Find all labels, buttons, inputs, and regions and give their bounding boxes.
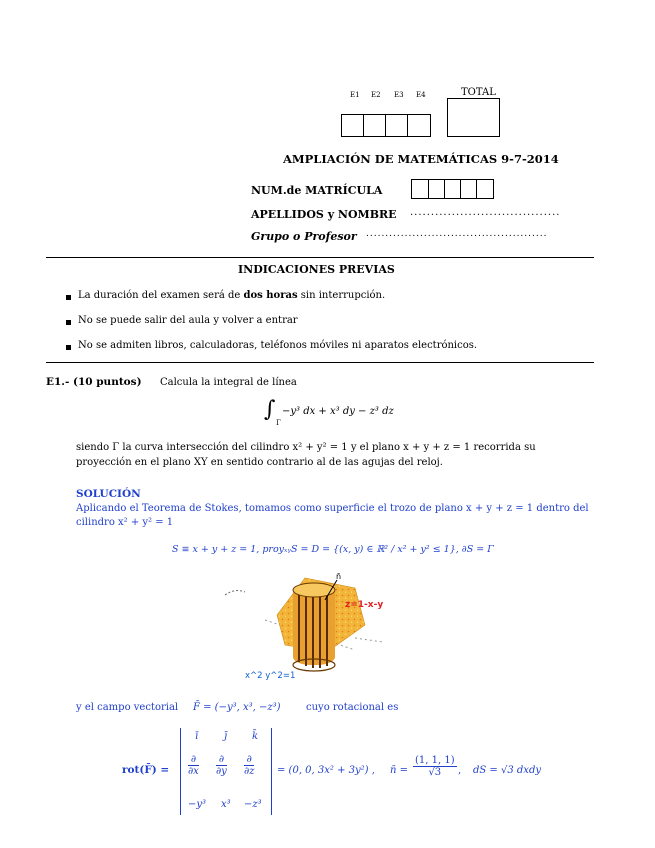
apellidos-label: APELLIDOS y NOMBRE [251,208,397,221]
bullet-marker [66,320,71,325]
solution-heading: SOLUCIÓN [76,488,141,500]
det-cell-j: j̄ [224,731,228,742]
integral-sign: ∫ [264,397,276,422]
field-outro: cuyo rotacional es [306,702,399,713]
integral-subscript: Γ [276,419,281,427]
matricula-box-5[interactable] [476,179,494,199]
score-label-e4: E4 [416,91,426,99]
grupo-label: Grupo o Profesor [251,230,357,243]
matricula-box-2[interactable] [428,179,445,199]
normal-comma: , [458,765,462,776]
normal-num: (1, 1, 1) [415,755,455,766]
det-cell-dx [188,754,199,777]
problem-statement: Calcula la integral de línea [160,377,297,388]
det-dx-den: ∂x [188,766,199,777]
axis-line [225,591,245,595]
problem-description-2: proyección en el plano XY en sentido contrario al de las agujas del reloj. [76,457,443,468]
exam-title: AMPLIACIÓN DE MATEMÁTICAS 9-7-2014 [283,152,559,166]
field-intro: y el campo vectorial [76,702,179,713]
matricula-box-1[interactable] [411,179,429,199]
bullet-marker [66,345,71,350]
grupo-field[interactable]: ............................................... [366,229,548,239]
det-dy-num: ∂ [216,754,227,766]
indication-1-pre: La duración del examen será de [78,290,244,301]
problem-label: E1.- (10 puntos) [46,376,142,388]
ds-expression: dS = √3 dxdy [473,765,541,776]
det-bar-right [271,728,272,815]
field-equation: F̄ = (−y³, x³, −z³) [193,702,281,713]
det-cell-i: ī [195,731,199,742]
normal-fraction [413,755,457,778]
indications-heading: INDICACIONES PREVIAS [238,263,395,276]
cylinder-top [293,583,335,597]
score-label-e1: E1 [350,91,360,99]
normal-den: √3 [428,767,442,778]
plane-label: z=1-x-y [345,600,384,610]
apellidos-field[interactable]: .................................... [410,207,561,218]
matricula-label: NUM.de MATRÍCULA [251,184,383,197]
stokes-figure [215,570,395,685]
score-box-e2[interactable] [363,114,386,137]
matricula-box-4[interactable] [460,179,477,199]
score-box-e3[interactable] [385,114,408,137]
indication-2: No se puede salir del aula y volver a entrar [78,315,298,326]
axis-line [355,638,383,642]
score-box-e4[interactable] [407,114,431,137]
det-cell-k: k̄ [252,731,259,742]
divider-bottom [46,362,594,363]
det-cell-dy [216,754,227,777]
score-label-e3: E3 [394,91,404,99]
det-cell-q: x³ [221,799,231,810]
solution-text-1: Aplicando el Teorema de Stokes, tomamos como superficie el trozo de plano x + y + z = 1 dentro del [76,503,589,514]
rot-result: = (0, 0, 3x² + 3y²) , [277,765,375,776]
surface-equation: S ≡ x + y + z = 1, proyₓᵧS = D = {(x, y) ∈ ℝ² / x² + y² ≤ 1}, ∂S = Γ [172,544,494,555]
det-cell-dz [244,754,254,777]
bullet-marker [66,295,71,300]
divider-top [46,257,594,258]
score-box-total[interactable] [447,98,500,137]
solution-text-2: cilindro x² + y² = 1 [76,517,174,528]
det-dz-den: ∂z [244,766,255,777]
matricula-box-3[interactable] [444,179,461,199]
indication-1-post: sin interrupción. [297,290,386,301]
det-dz-num: ∂ [244,754,254,766]
det-cell-r: −z³ [244,799,262,810]
det-dx-num: ∂ [188,754,199,766]
cylinder-label: x^2 y^2=1 [245,671,296,681]
det-dy-den: ∂y [216,766,227,777]
det-bar-left [180,728,181,815]
indication-1 [78,290,385,301]
problem-description-1: siendo Γ la curva intersección del cilindro x² + y² = 1 y el plano x + y + z = 1 recorrida su [76,442,536,453]
normal-label: n̄ [336,572,342,581]
integral-expression: −y³ dx + x³ dy − z³ dz [282,406,394,417]
normal-lhs: n̄ = [390,765,408,776]
score-label-total: TOTAL [461,87,496,98]
det-cell-p: −y³ [188,799,207,810]
indication-3: No se admiten libros, calculadoras, teléfonos móviles ni aparatos electrónicos. [78,340,478,351]
indication-1-bold: dos horas [243,290,298,301]
score-box-e1[interactable] [341,114,364,137]
rot-label: rot(F̄) = [122,764,170,776]
score-label-e2: E2 [371,91,381,99]
